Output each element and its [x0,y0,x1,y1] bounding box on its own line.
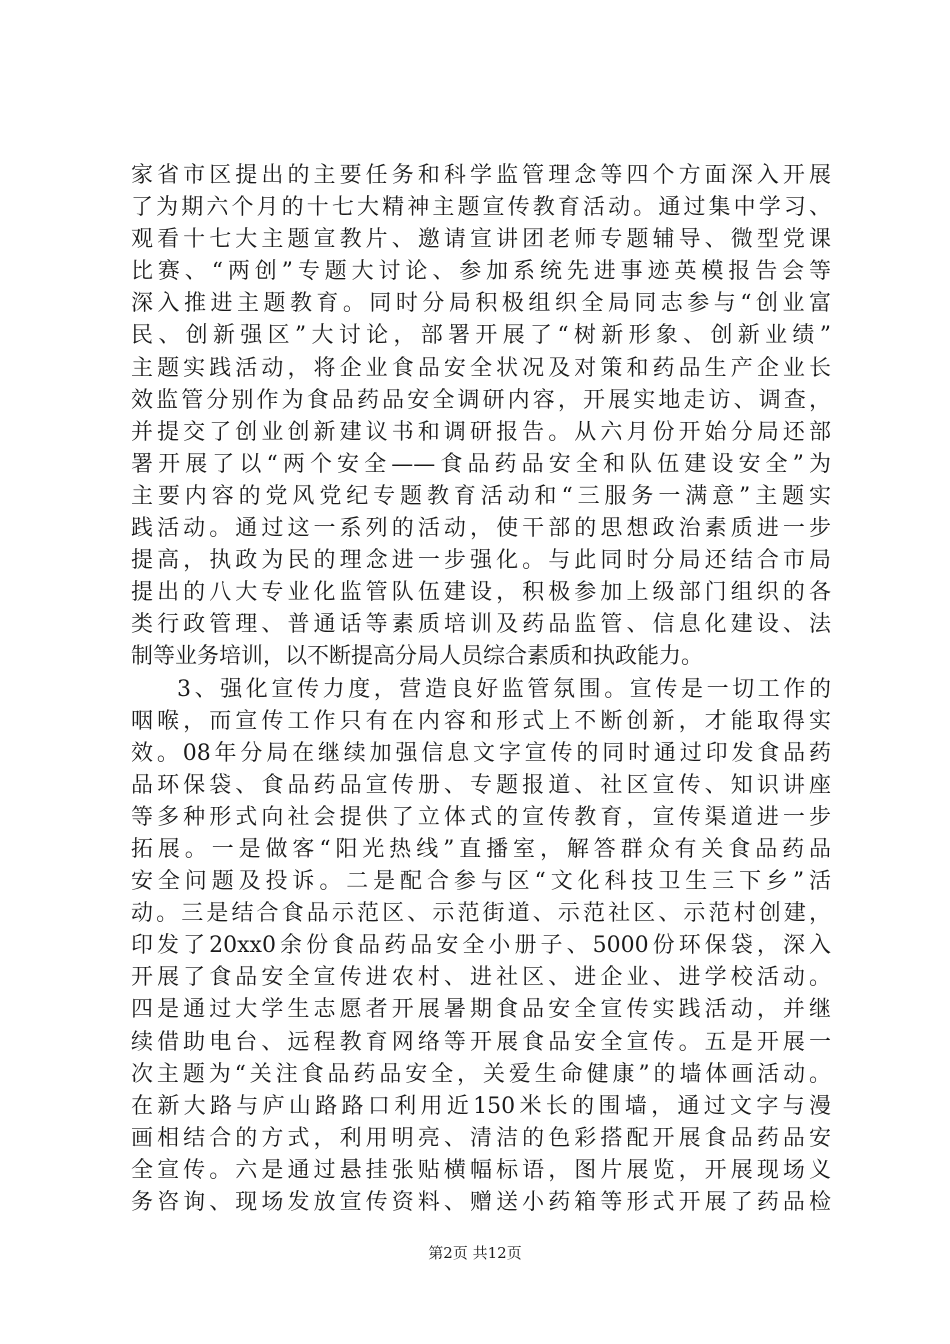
text-line: 在新大路与庐山路路口利用近150米长的围墙，通过文字与漫 [131,1093,831,1119]
text-line: 提出的八大专业化监管队伍建设，积极参加上级部门组织的各 [131,580,831,606]
text-line: 咽喉，而宣传工作只有在内容和形式上不断创新，才能取得实 [131,708,831,734]
text-line: 画相结合的方式，利用明亮、清洁的色彩搭配开展食品药品安 [131,1125,831,1151]
text-line: 提高，执政为民的理念进一步强化。与此同时分局还结合市局 [131,548,831,574]
text-line: 深入推进主题教育。同时分局积极组织全局同志参与“创业富 [131,291,831,317]
text-line: 制等业务培训，以不断提高分局人员综合素质和执政能力。 [131,644,704,670]
text-line: 等多种形式向社会提供了立体式的宣传教育，宣传渠道进一步 [131,804,831,830]
text-line: 印发了20xx0余份食品药品安全小册子、5000份环保袋，深入 [131,933,831,959]
text-line: 次主题为“关注食品药品安全，关爱生命健康”的墙体画活动。 [131,1061,831,1087]
page-number: 第2页 共12页 [428,1244,522,1262]
text-line: 安全问题及投诉。二是配合参与区“文化科技卫生三下乡”活 [131,869,831,895]
text-line: 署开展了以“两个安全——食品药品安全和队伍建设安全”为 [131,451,831,477]
text-line: 并提交了创业创新建议书和调研报告。从六月份开始分局还部 [131,419,831,445]
text-line: 主要内容的党风党纪专题教育活动和“三服务一满意”主题实 [131,483,831,509]
text-line: 续借助电台、远程教育网络等开展食品安全宣传。五是开展一 [131,1029,831,1055]
text-line: 主题实践活动，将企业食品安全状况及对策和药品生产企业长 [131,355,831,381]
text-line: 开展了食品安全宣传进农村、进社区、进企业、进学校活动。 [131,965,831,991]
page-footer [0,1243,950,1263]
text-line: 效监管分别作为食品药品安全调研内容，开展实地走访、调查， [131,387,831,413]
text-line: 践活动。通过这一系列的活动，使干部的思想政治素质进一步 [131,516,831,542]
text-line: 品环保袋、食品药品宣传册、专题报道、社区宣传、知识讲座 [131,772,831,798]
text-line: 家省市区提出的主要任务和科学监管理念等四个方面深入开展 [131,163,831,188]
text-line: 类行政管理、普通话等素质培训及药品监管、信息化建设、法 [131,612,831,638]
text-line: 务咨询、现场发放宣传资料、赠送小药箱等形式开展了药品检 [131,1190,831,1215]
text-line: 比赛、“两创”专题大讨论、参加系统先进事迹英模报告会等 [131,259,831,285]
text-line: 观看十七大主题宣教片、邀请宣讲团老师专题辅导、微型党课 [131,227,831,253]
text-line: 四是通过大学生志愿者开展暑期食品安全宣传实践活动，并继 [131,997,831,1023]
text-line: 全宣传。六是通过悬挂张贴横幅标语，图片展览，开展现场义 [131,1157,831,1183]
text-line: 了为期六个月的十七大精神主题宣传教育活动。通过集中学习、 [131,195,831,221]
text-line: 拓展。一是做客“阳光热线”直播室，解答群众有关食品药品 [131,836,831,862]
text-line: 效。08年分局在继续加强信息文字宣传的同时通过印发食品药 [131,740,831,766]
body-text [131,160,831,1219]
section-heading-line: 3、强化宣传力度，营造良好监管氛围。宣传是一切工作的 [177,676,831,702]
text-line: 动。三是结合食品示范区、示范街道、示范社区、示范村创建， [131,901,831,927]
text-line: 民、创新强区”大讨论，部署开展了“树新形象、创新业绩” [131,323,831,349]
